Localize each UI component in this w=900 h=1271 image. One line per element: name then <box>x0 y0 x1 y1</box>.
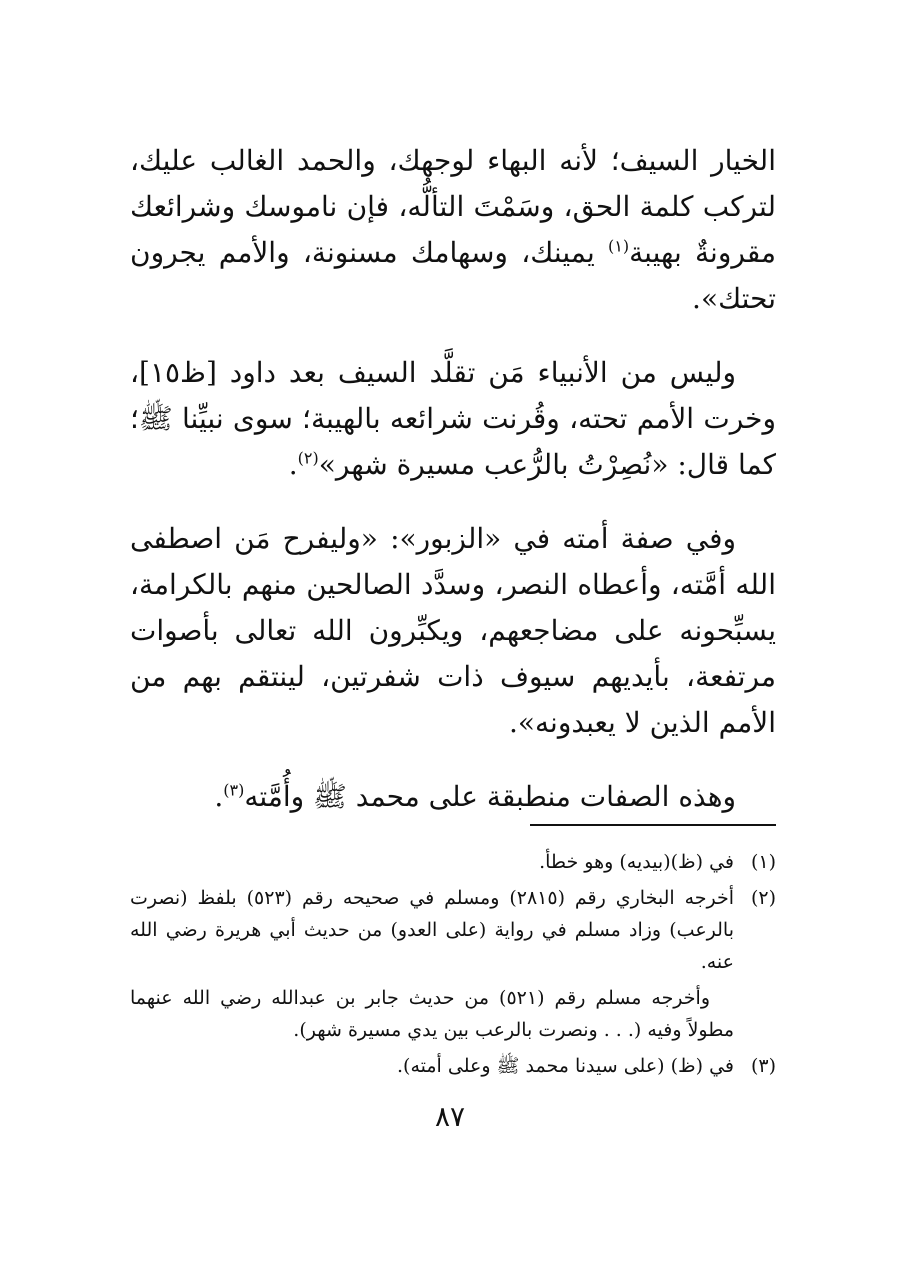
footnote-ref-1[interactable]: (١) <box>608 236 630 256</box>
footnote-2-continuation: وأخرجه مسلم رقم (٥٢١) من حديث جابر بن عبدالله رضي الله عنهما مطولاً وفيه (. . . ونصرت بالرعب بين يدي مسيرة شهر). <box>130 987 734 1041</box>
paragraph-2 <box>130 350 776 488</box>
paragraph-1-text: الخيار السيف؛ لأنه البهاء لوجهك، والحمد الغالب عليك، لتركب كلمة الحق، وسَمْتَ التألُّه، فإن ناموسك وشرائعك مقرونةٌ بهيبة <box>130 144 776 269</box>
footnote-ref-3[interactable]: (٣) <box>223 780 245 800</box>
paragraph-4-tail: . <box>214 780 224 813</box>
paragraph-3-text: وفي صفة أمته في «الزبور»: «وليفرح مَن اصطفى الله أمَّته، وأعطاه النصر، وسدَّد الصالحين منهم بالكرامة، يسبِّحونه على مضاجعهم، ويكبِّرون الله تعالى بأصوات مرتفعة، بأيديهم سيوف ذات شفرتين، لينتقم بهم من الأمم الذين لا يعبدونه». <box>130 522 776 739</box>
main-text <box>130 138 776 848</box>
paragraph-4 <box>130 774 776 820</box>
footnote-2-number: (٢) <box>750 887 776 909</box>
footnote-3-text: في (ظ) (على سيدنا محمد ﷺ وعلى أمته). <box>397 1055 734 1077</box>
paragraph-1-tail: يمينك، وسهامك مسنونة، والأمم يجرون تحتك». <box>130 236 776 315</box>
footnote-3 <box>130 1050 776 1082</box>
paragraph-1 <box>130 138 776 322</box>
footnotes-section <box>130 824 776 1086</box>
footnote-separator <box>530 824 776 826</box>
paragraph-2-text: وليس من الأنبياء مَن تقلَّد السيف بعد داود [ظ١٥]، وخرت الأمم تحته، وقُرنت شرائعه بالهيبة؛ سوى نبيِّنا ﷺ؛ كما قال: «نُصِرْتُ بالرُّعب مسيرة شهر» <box>130 356 776 481</box>
footnote-list-continued <box>130 1050 776 1082</box>
footnote-list <box>130 846 776 978</box>
footnote-2 <box>130 882 776 978</box>
footnote-ref-2[interactable]: (٢) <box>297 448 319 468</box>
footnote-1-text: في (ظ)(بيديه) وهو خطأ. <box>539 851 734 873</box>
paragraph-2-tail: . <box>288 448 298 481</box>
paragraph-3 <box>130 516 776 746</box>
paragraph-4-text: وهذه الصفات منطبقة على محمد ﷺ وأُمَّته <box>244 780 736 813</box>
footnote-1-number: (١) <box>750 851 776 873</box>
page-number: ٨٧ <box>434 1100 466 1133</box>
footnote-3-number: (٣) <box>750 1055 776 1077</box>
footnote-2-text: أخرجه البخاري رقم (٢٨١٥) ومسلم في صحيحه رقم (٥٢٣) بلفظ (نصرت بالرعب) وزاد مسلم في رواية (على العدو) من حديث أبي هريرة رضي الله عنه. <box>130 887 735 973</box>
footnote-1 <box>130 846 776 878</box>
